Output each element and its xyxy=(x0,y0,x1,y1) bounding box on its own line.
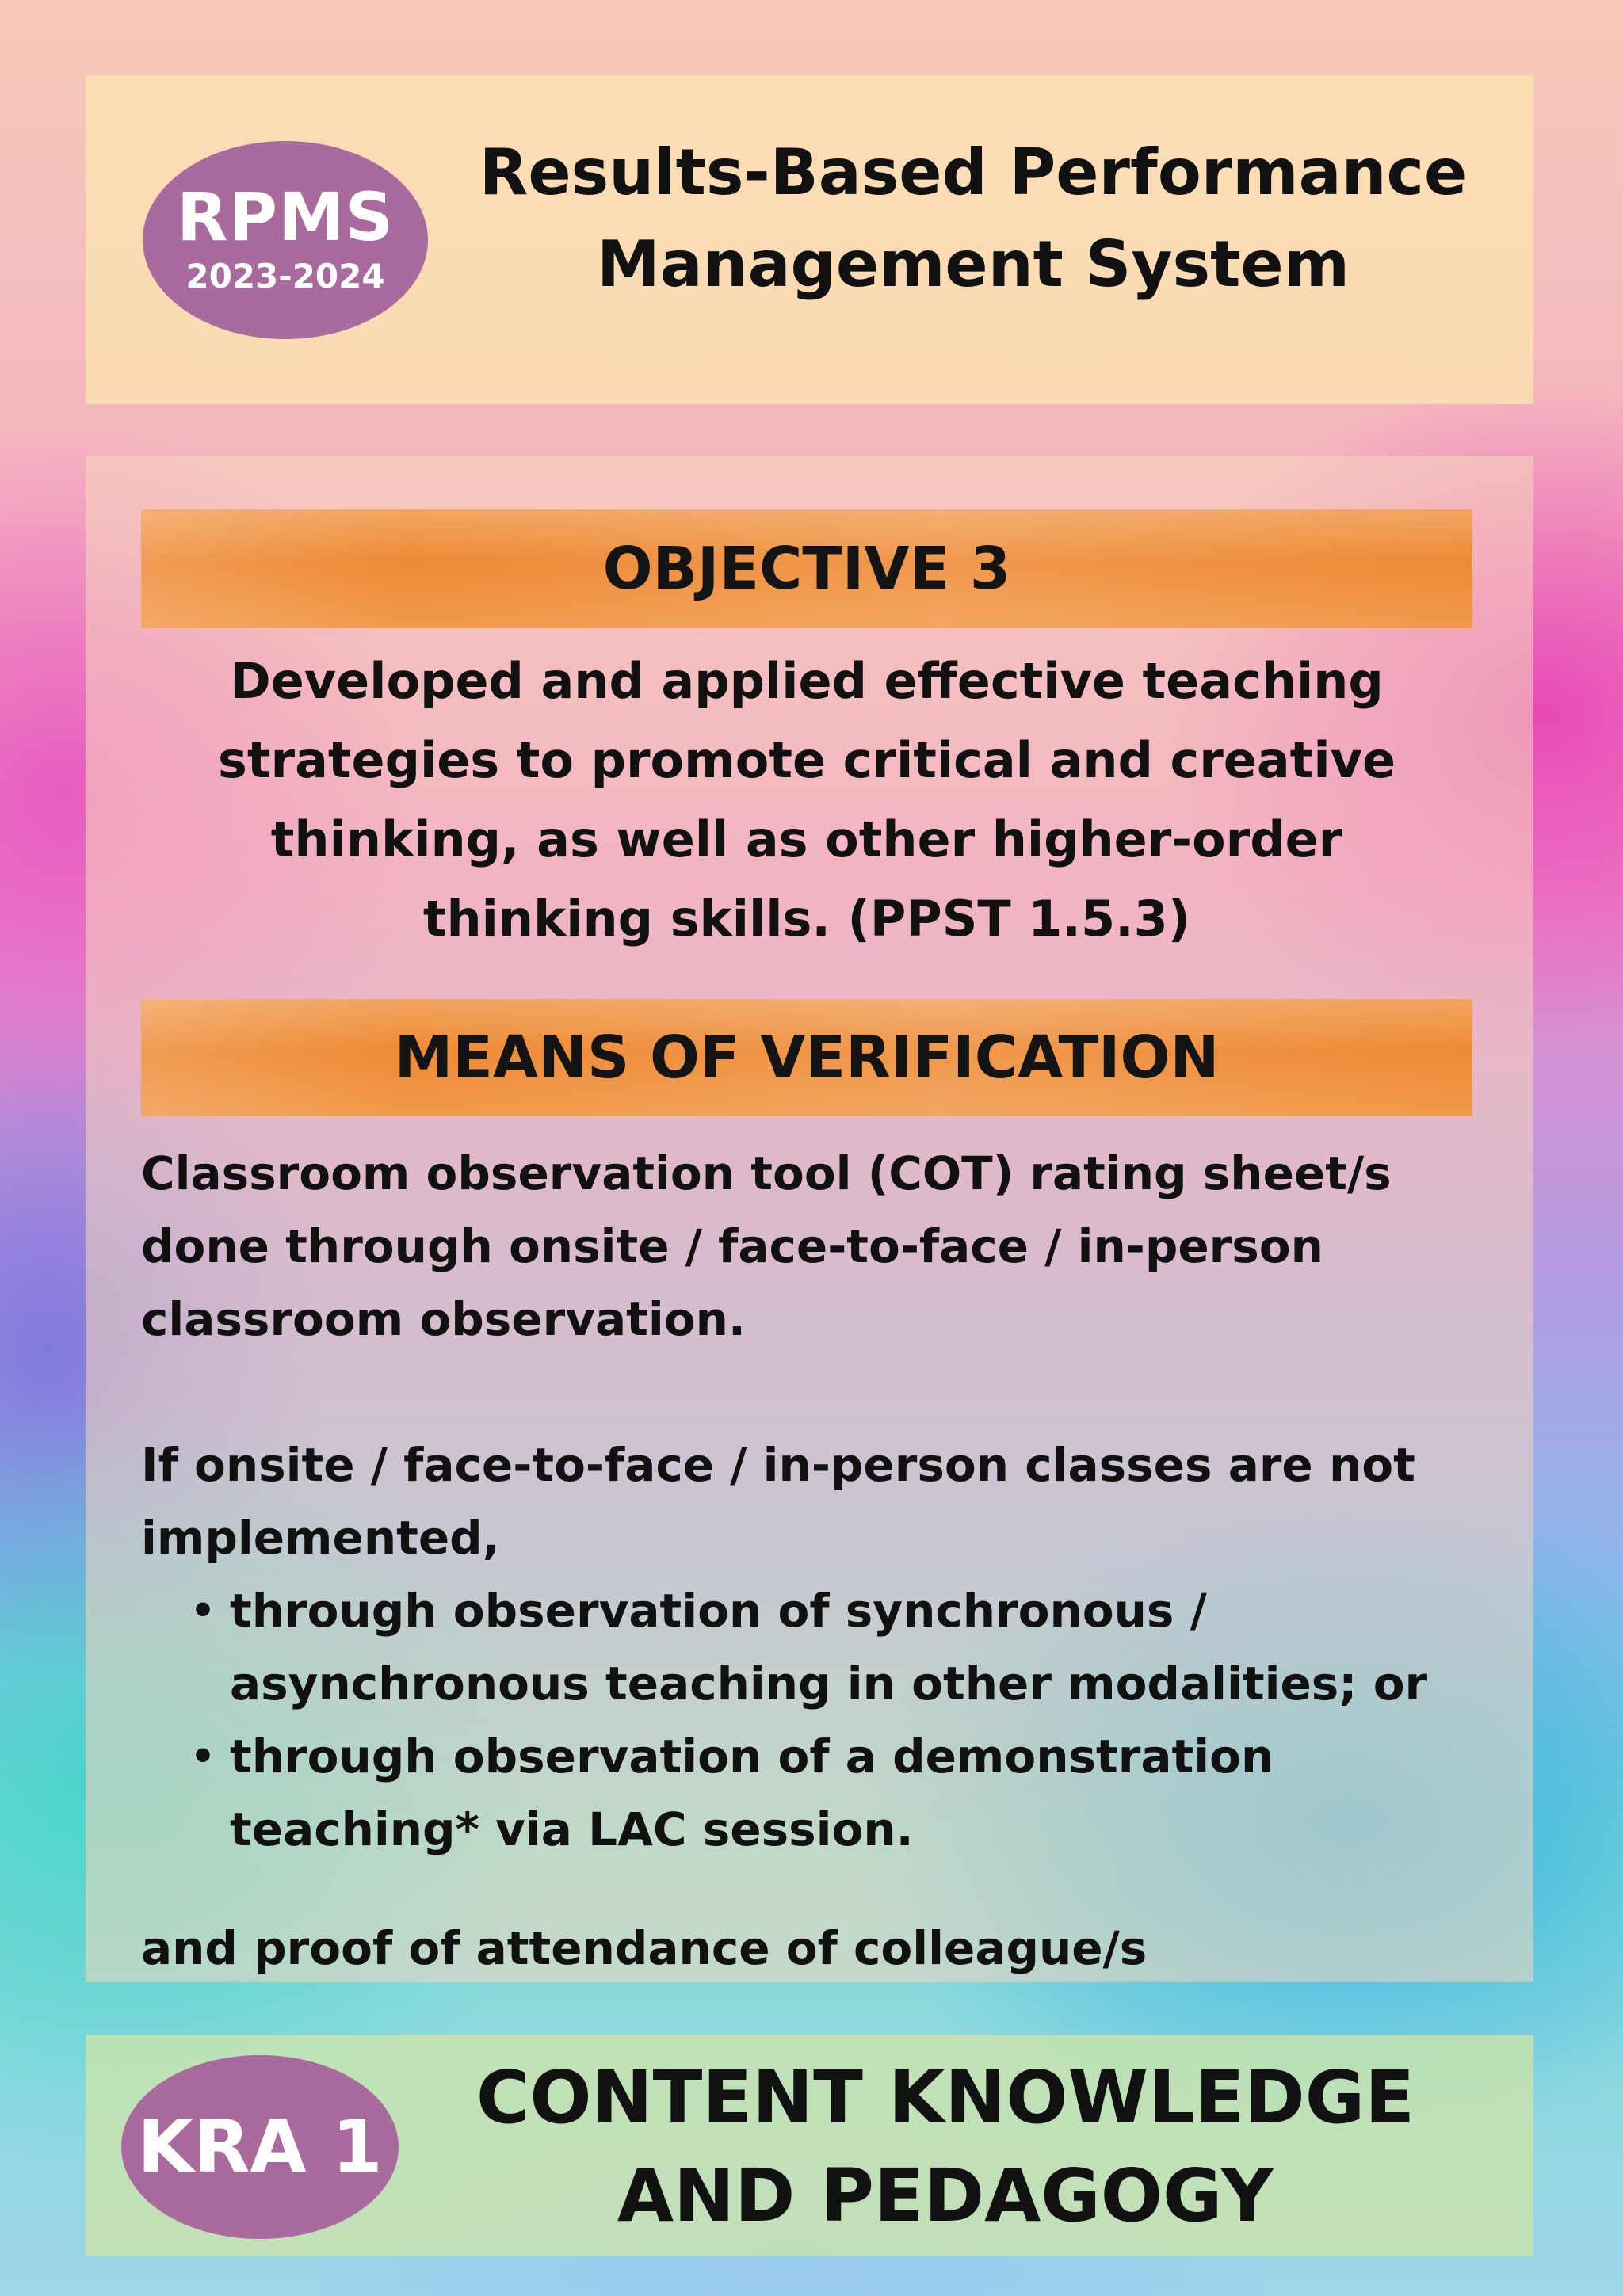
objective-line1: Developed and applied effective teaching xyxy=(230,652,1384,710)
objective-line4: thinking skills. (PPST 1.5.3) xyxy=(422,890,1191,948)
list-item xyxy=(190,1720,1504,1866)
objective-heading: OBJECTIVE 3 xyxy=(602,535,1011,603)
kra-title-line1: CONTENT KNOWLEDGE xyxy=(475,2055,1415,2140)
kra-badge xyxy=(121,2055,399,2239)
mov-paragraph-1 xyxy=(141,1137,1504,1356)
list-item xyxy=(190,1574,1504,1720)
bullet-1-line2: asynchronous teaching in other modalities; or xyxy=(230,1657,1428,1711)
objective-line3: thinking, as well as other higher-order xyxy=(270,810,1343,868)
mov-closing: and proof of attendance of colleague/s xyxy=(141,1921,1148,1975)
rpms-badge-year: 2023-2024 xyxy=(185,256,385,296)
page-title-line2: Management System xyxy=(597,227,1350,301)
objective-banner xyxy=(141,509,1472,628)
mov-bullet-list xyxy=(141,1574,1504,1866)
bullet-2-line2: teaching* via LAC session. xyxy=(230,1802,914,1856)
bullet-dot-icon: • xyxy=(190,1733,216,1779)
rpms-badge xyxy=(143,141,428,339)
rpms-badge-title: RPMS xyxy=(176,177,395,256)
mov-p1-line2: done through onsite / face-to-face / in-person xyxy=(141,1219,1323,1273)
means-of-verification-heading: MEANS OF VERIFICATION xyxy=(394,1024,1220,1092)
objective-description xyxy=(141,642,1472,959)
spacer xyxy=(141,1356,1504,1428)
bullet-2-line1: through observation of a demonstration xyxy=(230,1730,1274,1783)
bullet-1-line1: through observation of synchronous / xyxy=(230,1584,1207,1638)
mov-p1-line3: classroom observation. xyxy=(141,1292,746,1346)
mov-p1-line1: Classroom observation tool (COT) rating sheet/s xyxy=(141,1146,1392,1200)
mov-p2-line1: If onsite / face-to-face / in-person classes are not xyxy=(141,1438,1415,1492)
footer-panel xyxy=(86,2035,1533,2256)
objective-line2: strategies to promote critical and creative xyxy=(217,731,1396,789)
kra-badge-label: KRA 1 xyxy=(137,2104,383,2189)
header-panel xyxy=(86,75,1533,404)
page-title xyxy=(434,127,1512,311)
mov-paragraph-2 xyxy=(141,1428,1504,1574)
kra-title-line2: AND PEDAGOGY xyxy=(617,2153,1274,2238)
mov-p2-line2: implemented, xyxy=(141,1511,500,1565)
means-of-verification-banner xyxy=(141,999,1472,1116)
main-panel xyxy=(86,456,1533,1982)
page-title-line1: Results-Based Performance xyxy=(479,135,1468,209)
kra-title xyxy=(403,2049,1488,2245)
means-of-verification-body xyxy=(141,1137,1504,1985)
bullet-dot-icon: • xyxy=(190,1588,216,1634)
